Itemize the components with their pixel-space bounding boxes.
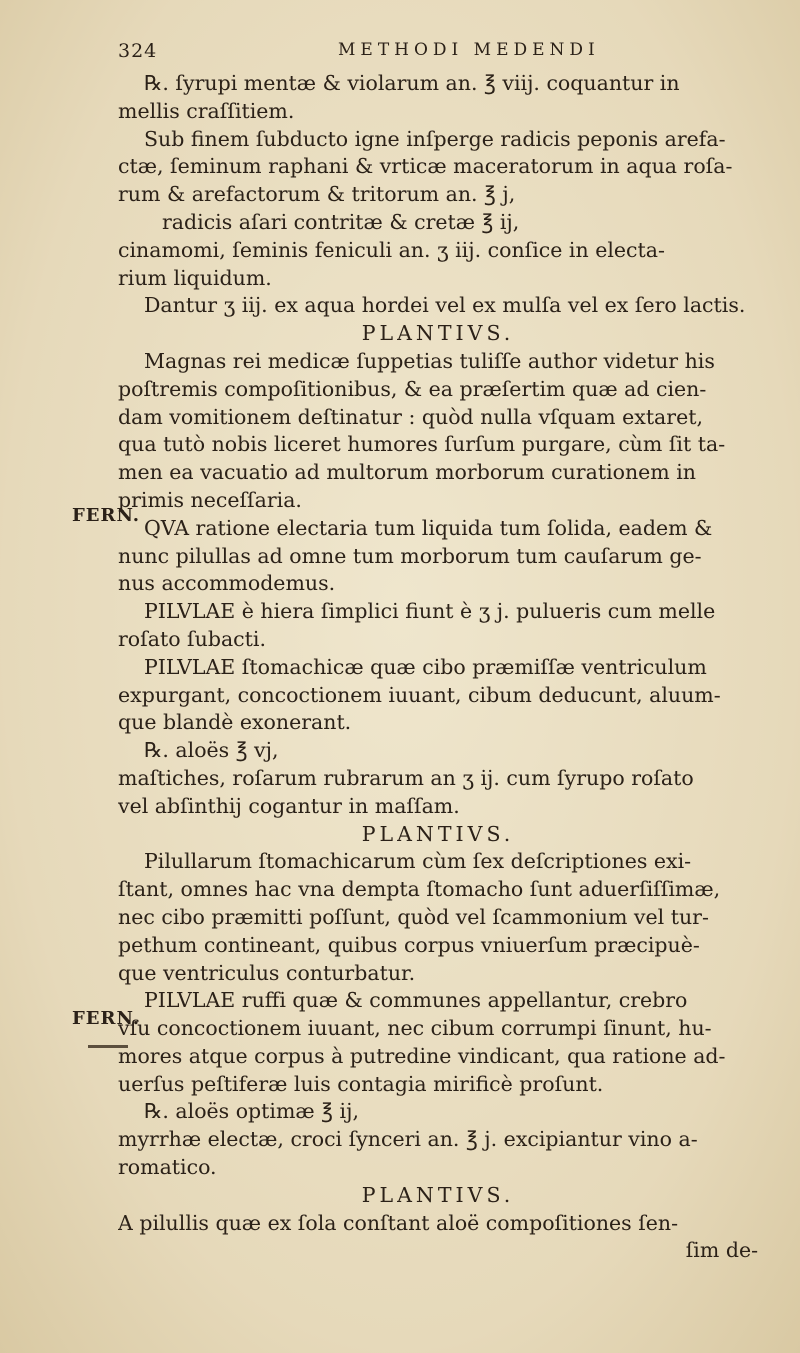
text-line: PILVLAE ruffi quæ & communes appellantur, crebro <box>144 988 688 1013</box>
section-heading: PLANTIVS. <box>361 1182 515 1207</box>
page-header <box>118 40 758 70</box>
text-line: Sub finem ſubducto igne inſperge radicis peponis arefa- <box>144 126 726 151</box>
text-line: romatico. <box>118 1155 217 1180</box>
text-line: cinamomi, ſeminis feniculi an. ʒ iij. conſice in electa- <box>118 237 665 262</box>
text-line: nunc pilullas ad omne tum morborum tum cauſarum ge- <box>118 543 702 568</box>
margin-note-fern-2: FERN. <box>72 1008 141 1029</box>
text-line: A pilullis quæ ex ſola conſtant aloë compoſitiones ſen- <box>118 1210 679 1235</box>
text-line: poſtremis compoſitionibus, & ea præſertim quæ ad cien- <box>118 376 707 401</box>
text-line: ℞. aloës optimæ ℥ ij, <box>144 1099 359 1124</box>
text-line: radicis aſari contritæ & cretæ ℥ ij, <box>162 209 520 234</box>
text-line: myrrhæ electæ, croci ſynceri an. ℥ j. excipiantur vino a- <box>118 1127 698 1152</box>
text-line: PILVLAE ſtomachicæ quæ cibo præmiſſæ ventriculum <box>144 654 707 679</box>
text-line: expurgant, concoctionem iuuant, cibum deducunt, aluum- <box>118 682 721 707</box>
text-line: que blandè exonerant. <box>118 710 352 735</box>
text-line: Pilullarum ſtomachicarum cùm ſex deſcriptiones exi- <box>144 849 692 874</box>
margin-note-fern-1: FERN. <box>72 505 141 526</box>
text-line: uerſus peſtiferæ luis contagia mirificè proſunt. <box>118 1071 604 1096</box>
section-heading: PLANTIVS. <box>361 821 515 846</box>
text-line: maſtiches, roſarum rubrarum an ʒ ij. cum ſyrupo roſato <box>118 765 694 790</box>
text-line: mellis craſſitiem. <box>118 98 295 123</box>
text-line: ſtant, omnes hac vna dempta ſtomacho ſunt aduerſiſſimæ, <box>118 877 721 902</box>
text-line: men ea vacuatio ad multorum morborum curationem in <box>118 460 697 485</box>
text-line: ℞. aloës ℥ vj, <box>144 738 279 763</box>
text-line: nec cibo præmitti poſſunt, quòd vel ſcammonium vel tur- <box>118 904 709 929</box>
text-line: qua tutò nobis liceret humores ſurſum purgare, cùm ſit ta- <box>118 432 726 457</box>
text-line: rium liquidum. <box>118 265 272 290</box>
text-line: roſato ſubacti. <box>118 626 266 651</box>
running-head: METHODI MEDENDI <box>338 40 600 60</box>
section-heading: PLANTIVS. <box>361 321 515 346</box>
text-line: mores atque corpus à putredine vindicant, qua ratione ad- <box>118 1043 726 1068</box>
catchword: ſim de- <box>685 1238 758 1263</box>
text-line: rum & arefactorum & tritorum an. ℥ j, <box>118 182 516 207</box>
text-line: primis neceſſaria. <box>118 487 302 512</box>
body-text <box>118 70 758 1265</box>
text-line: vel abſinthij cogantur in maſſam. <box>118 793 460 818</box>
text-line: Dantur ʒ iij. ex aqua hordei vel ex mulſa vel ex ſero lactis. <box>144 293 746 318</box>
text-line: ctæ, ſeminum raphani & vrticæ maceratorum in aqua roſa- <box>118 154 733 179</box>
text-line: pethum contineant, quibus corpus vniuerſum præcipuè- <box>118 932 700 957</box>
text-line: QVA ratione electaria tum liquida tum ſolida, eadem & <box>144 515 713 540</box>
text-line: ℞. ſyrupi mentæ & violarum an. ℥ viij. coquantur in <box>144 71 680 95</box>
page-number: 324 <box>118 40 158 62</box>
text-line: que ventriculus conturbatur. <box>118 960 416 985</box>
text-line: nus accommodemus. <box>118 571 336 596</box>
text-line: vſu concoctionem iuuant, nec cibum corrumpi ſinunt, hu- <box>118 1016 712 1041</box>
text-line: PILVLAE è hiera ſimplici fiunt è ʒ j. pulueris cum melle <box>144 599 716 624</box>
text-line: Magnas rei medicæ ſuppetias tuliſſe author videtur his <box>144 348 715 373</box>
text-line: dam vomitionem deſtinatur : quòd nulla vſquam extaret, <box>118 404 703 429</box>
